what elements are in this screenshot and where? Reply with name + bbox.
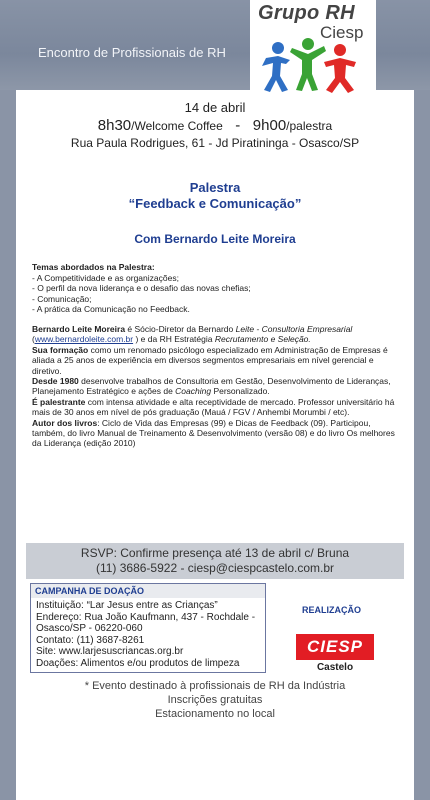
bio-text: com intensa atividade e alta receptividade de mercado. Professor universitário há mais de 30 anos em nível de pós graduação (Mauá / FGV / Anhembi Morumbi / etc). — [32, 396, 395, 418]
list-item: - A prática da Comunicação no Feedback. — [32, 304, 190, 314]
bio-text: Personalizado. — [211, 386, 270, 397]
donation-campaign-box — [30, 583, 266, 673]
bio-name: Bernardo Leite Moreira — [32, 324, 126, 334]
event-header — [26, 98, 404, 172]
list-item: Site: www.larjesuscriancas.org.br — [36, 646, 184, 657]
bio-heading: Sua formação — [32, 344, 89, 355]
bio-text: como um renomado psicólogo especializado em Administração de Empresas é aliada a 25 anos de experiência em diversos segmentos empresariais em nível gerencial e diretivo. — [32, 344, 388, 376]
list-item: - A Competitividade e as organizações; — [32, 272, 179, 283]
label-palestra: /palestra — [286, 119, 333, 133]
banner-subtitle: Encontro de Profissionais de RH — [38, 45, 226, 60]
bio-heading: Autor dos livros — [32, 417, 98, 428]
event-address: Rua Paula Rodrigues, 61 - Jd Piratininga - Osasco/SP — [70, 136, 360, 150]
ciesp-logo: CIESP — [296, 634, 374, 660]
bio-text: ) e da RH Estratégia — [133, 334, 215, 345]
event-date: 14 de abril — [184, 100, 246, 115]
bio-text: ( — [32, 334, 35, 345]
time-separator: - — [235, 117, 241, 134]
bio-website-link[interactable]: www.bernardoleite.com.br — [34, 334, 134, 345]
bio-text: Leite - Consultoria Empresarial — [235, 324, 353, 334]
list-item: Inscrições gratuitas — [167, 694, 263, 706]
realizacao-label: REALIZAÇÃO — [302, 605, 361, 615]
ciesp-unit: Castelo — [316, 662, 354, 673]
time-welcome: 8h30 — [97, 117, 132, 134]
grupo-rh-logo — [250, 0, 376, 96]
bio-heading: Desde 1980 — [32, 376, 79, 387]
bio-text: é Sócio-Diretor da Bernardo — [125, 324, 236, 334]
bio-text: Coaching — [175, 386, 212, 397]
bio-text: desenvolve trabalhos de Consultoria em Gestão, Desenvolvimento de Lideranças, Planejamento Estratégico e ações de — [32, 376, 391, 397]
label-welcome: /Welcome Coffee — [131, 119, 223, 133]
campanha-body — [31, 598, 265, 671]
rsvp-bar — [26, 543, 404, 579]
temas-list — [32, 262, 398, 315]
list-item: - Comunicação; — [32, 293, 92, 304]
footer-notes — [26, 679, 404, 721]
list-item: - O perfil da nova liderança e o desafio das novas chefias; — [32, 283, 251, 293]
rsvp-line: RSVP: Confirme presença até 13 de abril c/ Bruna — [80, 546, 350, 560]
palestra-heading: Palestra — [189, 180, 241, 195]
campanha-heading: CAMPANHA DE DOAÇÃO — [31, 584, 265, 598]
content-panel — [26, 180, 404, 536]
list-item: Instituição: “Lar Jesus entre as Crianças” — [36, 600, 218, 611]
left-frame — [0, 90, 16, 800]
bio-heading: É palestrante — [32, 396, 86, 407]
list-item: Estacionamento no local — [155, 708, 275, 720]
time-palestra: 9h00 — [252, 117, 287, 134]
speaker-bio — [32, 324, 398, 449]
people-figures-icon — [252, 36, 372, 94]
list-item: Doações: Alimentos e/ou produtos de limpeza — [36, 657, 240, 669]
bio-text: : Ciclo de Vida das Empresas (99) e Dicas de Feedback (09). Participou, também, do livro Manual de Treinamento & Desenvolvimento (versão 08) e do livro Os melhores da Liderança (edição 2010) — [32, 417, 395, 449]
temas-heading: Temas abordados na Palestra: — [32, 262, 155, 272]
list-item: Contato: (11) 3687-8261 — [36, 634, 145, 646]
list-item: * Evento destinado à profissionais de RH da Indústria — [84, 680, 346, 692]
bio-text: Recrutamento e Seleção. — [214, 334, 311, 345]
logo-title: Grupo RH — [258, 2, 355, 24]
right-frame — [414, 90, 430, 800]
palestra-title: “Feedback e Comunicação” — [128, 196, 302, 211]
list-item: Endereço: Rua João Kaufmann, 437 - Rochdale - Osasco/SP - 06220-060 — [36, 611, 256, 634]
event-times — [26, 117, 404, 134]
logo-subtitle: Ciesp — [320, 23, 364, 42]
palestra-speaker: Com Bernardo Leite Moreira — [134, 232, 296, 246]
rsvp-contact: (11) 3686-5922 - ciesp@ciespcastelo.com.br — [95, 561, 335, 575]
